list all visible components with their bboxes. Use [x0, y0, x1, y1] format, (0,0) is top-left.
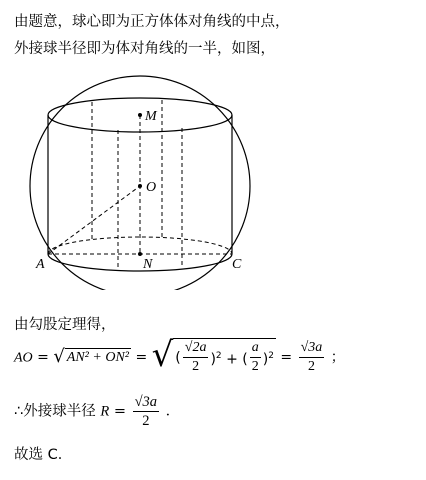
solution-line-3: 由勾股定理得，: [14, 317, 116, 333]
eq2-tail: ．: [165, 403, 181, 420]
eq1-sqrt-inner: AN² + ON²: [66, 349, 129, 365]
eq2-result-den: 2: [142, 413, 150, 429]
eq1-result-den: 2: [307, 358, 315, 374]
solution-line-2: 外接球半径即为体对角线的一半，如图，: [14, 41, 275, 57]
eq2-result: [133, 394, 159, 429]
eq2-var: R: [100, 403, 110, 420]
eq1-tail: ；: [330, 349, 345, 366]
eq1-frac1-den: 2: [192, 359, 200, 375]
eq2-prefix: ∴外接球半径: [14, 403, 96, 420]
solution-line-1: 由题意，球心即为正方体体对角线的中点，: [14, 14, 290, 30]
label-C: C: [232, 257, 242, 272]
eq1-result: [299, 340, 325, 375]
label-N: N: [143, 257, 153, 272]
eq1-frac1-num: √2a: [183, 340, 209, 358]
geometry-figure: [22, 70, 262, 290]
eq1-sqrt-2: √ ( $\frac{√2a}{2}$ )$^2$ + ( $\frac{a}{2}$ )$^2$: [151, 335, 274, 375]
segment-AO: [48, 186, 140, 254]
eq1-frac2-num: a: [250, 340, 261, 358]
eq2-result-num: √3a: [134, 394, 158, 410]
eq1-frac-2: [250, 340, 261, 375]
eq1-sqrt-1: √ AN² + ON²: [53, 345, 129, 367]
label-O: O: [146, 180, 157, 195]
label-M: M: [145, 109, 157, 124]
bottom-ellipse-front: [48, 254, 232, 271]
eq1-result-num: √3a: [299, 340, 325, 358]
equation-R: ∴外接球半径 R = $\frac{√3a}{2}$ ．: [14, 394, 181, 429]
eq1-frac2-den: 2: [251, 359, 259, 375]
solution-line-6: 故选 C．: [14, 447, 73, 463]
eq1-lhs: AO: [14, 350, 33, 366]
eq1-frac-1: [183, 340, 209, 375]
sphere-outline: [30, 76, 250, 290]
equation-AO: AO = √ AN² + ON² = √ ( $\frac{√2a}{2}$ )$^2$ + ( $\frac{a}{2}$ )$^2$ = $\frac{√3a}{2}$ ；: [14, 335, 345, 375]
label-A: A: [36, 257, 45, 272]
point-N: [138, 252, 142, 256]
point-O: [138, 184, 142, 188]
point-M: [138, 113, 142, 117]
